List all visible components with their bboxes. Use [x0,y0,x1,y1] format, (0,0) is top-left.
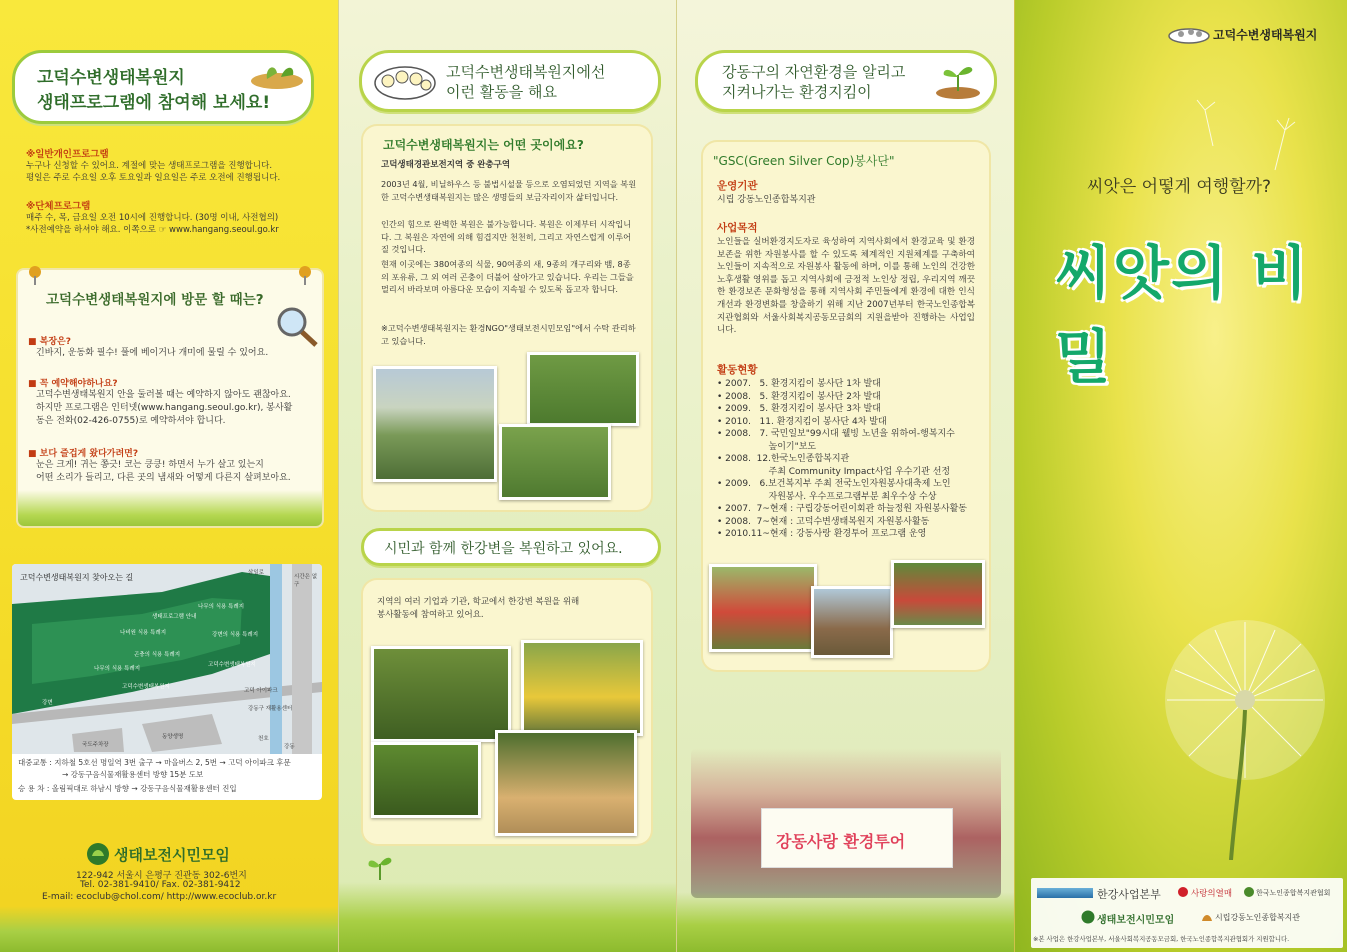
map-title: 고덕수변생태복원지 찾아오는 길 [20,573,134,582]
activity-item: • 2010.11~현재 : 강동사랑 환경투어 프로그램 운영 [717,529,927,539]
gsc-bubble-line2: 지켜나가는 환경지킴이 [722,83,872,101]
activity-item: 자원봉사. 우수프로그램부분 최우수상 수상 [717,491,937,502]
a-enjoy-2: 어떤 소리가 들리고, 다른 곳의 냄새와 어떻게 다른지 살펴보아요. [36,473,291,483]
visit-info-card [18,270,322,526]
purpose-text: 노인들을 실버환경지도자로 육성하여 지역사회에서 환경교육 및 환경보존을 위한 자원봉사를 할 수 있도록 체계적인 지원체계를 구축하여 노인들이 지속적으로 자원봉사 활동에 하며, 이를 통해 노인의 건강한 노후생활 영위를 돕고 지역사회에 긍정적 노인상 정립, 우리지역 깨끗한 환경보존 문화형성을 통해 지역사회 주민들에게 환경에 대한 인식개선과 환경변화를 창출하기 위해 지난 2007년부터 한국노인종합복지관협회와 서울사회복지공동모금회의 지원을받아 진행하는 사업입니다. [717,237,975,336]
q-reservation: ■ 꼭 예약해야하나요? [28,379,118,389]
gangdong-welfare-icon [1201,911,1213,923]
organization-logo-icon [1081,910,1095,924]
tel-fax: Tel. 02-381-9410/ Fax. 02-381-9412 [80,880,241,890]
group-program-text-1: 매주 수, 목, 금요일 오전 10시에 진행합니다. (30명 이내, 사전협의) [26,213,279,223]
tour-banner [761,808,953,868]
sponsor-footnote: ※본 사업은 한강사업본부, 서울사회복지공동모금회, 한국노인종합복지관협회가 지원합니다. [1033,935,1290,943]
a-reservation-1: 고덕수변생태복원지 안을 둘러볼 때는 예약하지 않아도 괜찮아요. [36,390,291,400]
program-title-line1: 고덕수변생태복원지 [37,68,185,88]
about-note: ※고덕수변생태복원지는 환경NGO"생태보전시민모임"에서 수탁 관리하고 있습니다. [381,323,636,346]
program-title-line2: 생태프로그램에 참여해 보세요! [37,93,271,113]
map-label: 강변의 식용 특례지 [212,632,259,638]
photo-slope-work [371,742,481,818]
activity-item: • 2007. 5. 환경지킴이 봉사단 1차 발대 [717,379,881,389]
q-enjoy: ■ 보다 즐겁게 왔다가려면? [28,449,139,459]
transport-line-1: 대중교통 : 지하철 5호선 명일역 3번 출구 → 마을버스 2, 5번 → 고덕 아이파크 후문 [18,758,291,767]
purpose-heading: 사업목적 [717,222,758,234]
activity-item: • 2007. 7~현재 : 구립강동어린이회관 하늘정원 자원봉사활동 [717,504,967,514]
activity-item: 주최 Community Impact사업 우수기관 선정 [717,466,951,477]
panel1-grass [0,906,338,952]
activity-item: • 2008. 5. 환경지킴이 봉사단 2차 발대 [717,391,881,402]
map-label: 고덕 아이파크 [244,688,278,694]
photo-volunteers-vests [521,640,643,736]
map-label: 강변 [42,700,53,706]
map-label: 시간은 없구 [294,574,318,588]
transport-line-2: → 강동구음식물재활용센터 방향 15분 도보 [62,770,204,779]
sponsor-logos [1031,878,1343,948]
group-program-text-2[interactable]: *사전예약을 하셔야 해요. 이쪽으로 ☞ www.hangang.seoul.go.kr [26,225,279,235]
sponsor-senior-welfare: 한국노인종합복지관협회 [1256,889,1331,897]
photo-planting [811,586,893,658]
q-clothing: ■ 복장은? [28,337,71,347]
a-reservation-3: 동은 전화(02-426-0755)로 예약하셔야 합니다. [36,416,226,426]
group-program-heading: ※단체프로그램 [26,201,91,212]
tour-banner-text: 강동사랑 환경투어 [776,832,906,851]
restore-title: 시민과 함께 한강변을 복원하고 있어요. [384,541,623,557]
brand-logo-icon [1167,24,1211,44]
panel3-grass [677,892,1015,952]
activity-item: • 2008. 7. 국민일보"99시대 웰빙 노년을 위하여-행복지수 [717,429,955,439]
email-web[interactable]: E-mail: ecoclub@chol.com/ http://www.ecoclub.or.kr [42,892,277,902]
map-label: 삼일로 [248,570,264,576]
gsc-title: "GSC(Green Silver Cop)봉사단" [713,154,895,168]
sponsor-love-fruit: 사랑의열매 [1191,889,1233,899]
about-card-title: 고덕수변생태복원지는 어떤 곳이에요? [383,138,584,152]
map-label: 동양생명 [162,734,184,740]
group-photo [691,748,1001,898]
restore-card [363,580,651,844]
photo-boardwalk-work [495,730,637,836]
activity-item: • 2008. 7~현재 : 고덕수변생태복원지 자원봉사활동 [717,516,930,527]
photo-seniors-group [891,560,985,628]
sponsor-gangdong-welfare: 시립강동노인종합복지관 [1215,913,1301,922]
general-program-text-2: 평일은 주로 수요일 오후 토요일과 일요일은 주로 오전에 진행됩니다. [26,173,281,183]
activities-title-line1: 고덕수변생태복원지에선 [446,63,606,81]
seed-leaf-icon [247,61,305,91]
photo-weeding [371,646,511,742]
dandelion-illustration [1095,560,1345,860]
magnifier-icon [274,304,320,348]
photo-field-study [527,352,639,426]
about-card-subtitle: 고덕생태경관보전지역 중 완충구역 [381,160,511,170]
sprout-icon [365,852,395,880]
photo-seniors-garden [709,564,817,652]
sprout-icon [932,59,984,101]
activities-title-line2: 이런 활동을 해요 [446,83,557,101]
map-label: 고덕수변생태복원지 [208,662,256,668]
brand-name: 고덕수변생태복원지 [1213,28,1318,42]
program-title-bubble [12,50,314,124]
card-grass [18,490,322,526]
general-program-heading: ※일반개인프로그램 [26,149,109,160]
a-enjoy-1: 눈은 크게! 귀는 쫑긋! 코는 킁킁! 하면서 누가 살고 있는지 [36,460,264,470]
a-clothing: 긴바지, 운동화 필수! 풀에 베이거나 개미에 물릴 수 있어요. [36,348,269,358]
gsc-bubble-line1: 강동구의 자연환경을 알리고 [722,63,906,81]
activity-list [717,378,983,541]
general-program-text-1: 누구나 신청할 수 있어요. 계절에 맞는 생태프로그램을 진행합니다. [26,161,273,171]
map-label: 나무의 식용 특례지 [94,666,141,672]
restore-text-2: 봉사활동에 참여하고 있어요. [377,610,484,620]
senior-welfare-icon [1243,886,1255,898]
map-label: 강동 [284,744,295,750]
sponsor-eco-club: 생태보전시민모임 [1097,915,1175,926]
map-label: 곤충의 식용 특례지 [134,652,181,658]
status-heading: 활동현황 [717,364,758,376]
organization-name: 생태보전시민모임 [114,846,230,864]
gsc-card [703,142,989,670]
sponsor-han-river: 한강사업본부 [1097,888,1161,901]
map-label: 생태프로그램 안내 [152,614,197,620]
a-reservation-2: 하지만 프로그램은 인터넷(www.hangang.seoul.go.kr), 봉사활 [36,403,293,413]
transport-line-3: 승 용 차 : 올림픽대로 하남시 방향 → 강동구음식물재활용센터 진입 [18,784,237,793]
activity-item: 높이기"보도 [717,441,817,452]
visit-title: 고덕수변생태복원지에 방문 할 때는? [46,292,264,308]
map-river-park-shape [12,564,322,754]
activity-item: • 2010. 11. 환경지킴이 봉사단 4차 발대 [717,416,887,427]
address: 122-942 서울시 은평구 진관동 302-6번지 [76,871,247,881]
restore-text-1: 지역의 여러 기업과 기관, 학교에서 한강변 복원을 위해 [377,597,580,607]
organization-logo-icon [86,842,110,866]
activity-item: • 2009. 5. 환경지킴이 봉사단 3차 발대 [717,404,881,414]
about-para-1: 2003년 4월, 비닐하우스 등 불법시설물 등으로 오염되었던 지역을 복원한 고덕수변생태복원지는 많은 생명들의 보금자리이자 삶터입니다. [381,179,637,202]
directions-map [12,564,322,800]
org-text: 시립 강동노인종합복지관 [717,195,816,205]
about-para-3: 현재 이곳에는 380여종의 식물, 90여종의 새, 9종의 개구리와 뱀, 8종의 포유류, 그 외 여러 곤충이 더불어 살아가고 있습니다. 우리는 그들을 멀리서 바라보며 아름다운 모습이 지속될 수 있도록 돕고자 합니다. [381,259,634,294]
gsc-title-bubble [695,50,997,112]
map-label: 천호 [258,736,269,742]
panel2-grass [339,882,677,952]
about-para-2: 인간의 힘으로 완벽한 복원은 불가능합니다. 복원은 이제부터 시작입니다. 그 복원은 자연에 의해 힘겹지만 천천히, 그리고 자연스럽게 이루어질 것입니다. [381,219,632,254]
activity-item: • 2009. 6.보건복지부 주최 전국노인자원봉사대축제 노인 [717,479,951,489]
love-fruit-icon [1177,886,1189,898]
han-river-logo [1037,888,1093,898]
panel-program-info [0,0,338,952]
map-label: 강동구 재활용센터 [248,706,293,712]
about-card [363,126,651,510]
cover-title: 씨앗의 비밀 [1055,239,1310,391]
children-drawing-icon [372,59,438,101]
map-label: 고덕수변생태복원지 [122,684,170,690]
cover-question: 씨앗은 어떻게 여행할까? [1087,177,1272,197]
activity-item: • 2008. 12.한국노인종합복지관 [717,454,850,464]
pushpin-icon [296,266,314,286]
photo-children-plants [499,424,611,500]
photo-bird-watching [373,366,497,482]
panel-gsc [676,0,1015,952]
restore-title-bubble [361,528,661,566]
activities-title-bubble [359,50,661,112]
pushpin-icon [26,266,44,286]
org-heading: 운영기관 [717,180,758,192]
map-label: 국도주차장 [82,742,109,748]
panel-cover [1014,0,1347,952]
map-area [12,564,322,754]
map-label: 나비원 식용 특례지 [120,630,167,636]
panel-activities [338,0,677,952]
map-label: 나무의 식용 특례지 [198,604,245,610]
